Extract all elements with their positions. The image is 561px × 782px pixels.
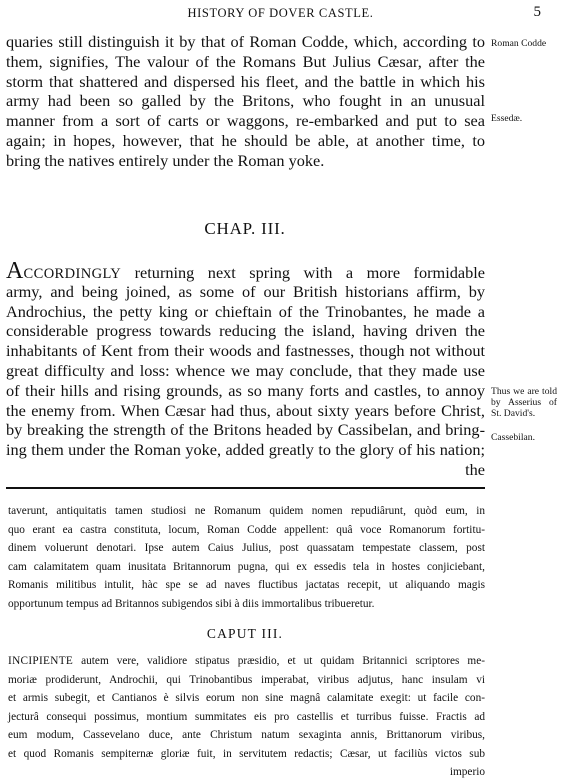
text-line: Androchius, the petty king or chieftain of the Trinobantes, he made a [6, 301, 485, 321]
text-line: quaries still distinguish it by that of Roman Codde, which, according to [6, 32, 485, 51]
text-line: great difficulty and loss: whence we may conclude, that they made use [6, 360, 485, 380]
catchword: the [465, 459, 485, 479]
text-line: et quod Romanis sempiternæ gloriæ fuit, in servitutem redactis; Cæsar, ut faciliùs victos sub [8, 747, 485, 760]
text-line: eum modum, Cassevelano duce, ante Christum natum sexaginta annis, Brittanorum viribus, [8, 729, 485, 741]
text-line: Romanis militibus intulit, hàc spe se ad naves fluctibus jactatas recepit, ut aliquando magis [8, 579, 485, 591]
page-header [0, 4, 561, 24]
text-line: et armis subegit, et Cantianos è silvis eorum non sine magnâ calamitate exegit: ut facile con- [8, 692, 485, 704]
text-line: dinem voluerunt denotari. Ipse autem Caius Julius, post quassatam tempestate classem, post [8, 542, 485, 554]
latin-paragraph-top [8, 502, 485, 613]
text-line: jecturâ consequi possimus, montium summitates eis pro castellis et turribus fuisse. Fractis ad [8, 710, 485, 723]
page-number: 5 [533, 4, 541, 20]
margin-note-roman-codde: Roman Codde [491, 38, 547, 49]
text-line: manner from a sort of carts or waggons, re-embarked and put to sea [6, 111, 485, 131]
text-line: them, signifies, The valour of the Romans But Julius Cæsar, after the [6, 51, 485, 71]
text-line: by breaking the strength of the Britons headed by Cassibelan, and bring- [6, 420, 485, 440]
text-line: moriæ prodiderunt, Androchii, qui Trinobantibus imperabat, viribus adjutus, hanc insulam vi [8, 673, 485, 686]
english-paragraph-chapter [6, 258, 485, 480]
text-line: of their hills and rising grounds, as so many forts and castles, to annoy [6, 380, 485, 400]
text-line: cam calamitatem quam inusitata Britannorum pugna, qui ex essedis tela in hostes conjiciebant, [8, 560, 485, 573]
small-caps-word: CCORDINGLY [23, 266, 122, 282]
text-line: inhabitants of Kent from their woods and fastnesses, though not without [6, 341, 485, 361]
drop-capital: I [8, 655, 13, 667]
text-line: the enemy from. When Cæsar had thus, about sixty years before Christ, [6, 400, 485, 420]
text-line: ing them under the Roman yoke, added greatly to the glory of his nation; [6, 440, 485, 460]
first-line [8, 652, 485, 671]
small-caps-word: NCIPIENTE [12, 655, 74, 667]
running-title: HISTORY OF DOVER CASTLE. [187, 6, 374, 20]
text-line: army had been so galled by the Britons, who fought in an unusual [6, 91, 485, 111]
text-line: storm that shattered and dispersed his fleet, and the battle in which his [6, 71, 485, 91]
chapter-title: CHAP. III. [204, 219, 286, 238]
text-line: considerable progress towards reducing the island, having driven the [6, 321, 485, 341]
text-line: opportunum tempus ad Britannos subigendos sibi à diis immortalibus tribueretur. [8, 597, 375, 610]
first-line [6, 258, 485, 284]
margin-note-cassebilan: Cassebilan. [491, 432, 535, 443]
drop-capital: A [6, 258, 24, 284]
latin-paragraph-caput [8, 652, 485, 782]
first-line-rest: returning next spring with a more formidable [121, 263, 485, 282]
margin-note-essedae: Essedæ. [491, 113, 523, 124]
text-line: taverunt, antiquitatis tamen studiosi ne Romanum quidem nomen repudiârunt, quòd eum, in [8, 505, 485, 517]
text-line: quo erant ea castra constituta, locum, Roman Codde appellent: quâ voce Romanorum fortitu- [8, 523, 485, 536]
text-line: army, and being joined, as some of our British historians affirm, by [6, 281, 485, 301]
english-paragraph-top [6, 32, 485, 171]
catchword: imperio [449, 766, 485, 778]
section-divider [6, 487, 485, 489]
text-line: bring the natives entirely under the Roman yoke. [6, 150, 325, 170]
margin-note-asserius: Thus we are told by Asserius of St. David's. [491, 386, 557, 419]
caput-title: CAPUT III. [206, 626, 284, 641]
first-line-rest: autem vere, validiore stipatus præsidio, et ut quidam Britannici scriptores me- [73, 655, 485, 667]
text-line: again; in hopes, however, that he should be able, at another time, to [6, 130, 485, 150]
